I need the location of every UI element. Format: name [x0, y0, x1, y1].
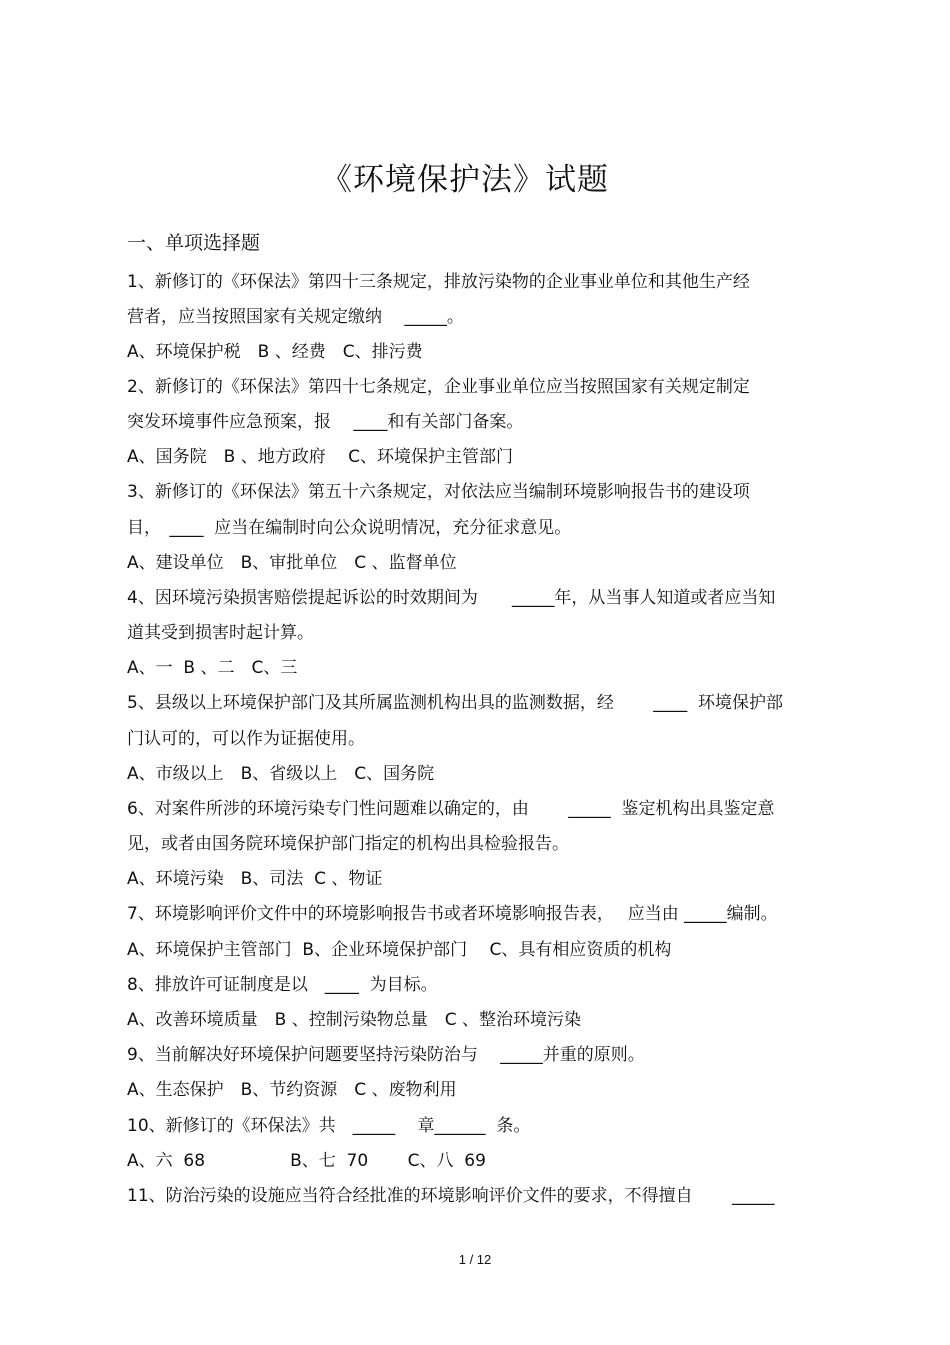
- question-5-options: A、市级以上 B、省级以上 C、国务院: [127, 764, 435, 784]
- question-5-line-2: 门认可的，可以作为证据使用。: [127, 729, 365, 749]
- question-7-line-1: 7、环境影响评价文件中的环境影响报告书或者环境影响报告表， 应当由 _____编制。: [127, 904, 778, 924]
- question-6-options: A、环境污染 B、司法 C 、物证: [127, 869, 383, 889]
- question-8-line-1: 8、排放许可证制度是以 ____ 为目标。: [127, 975, 438, 995]
- question-3-line-1: 3、新修订的《环保法》第五十六条规定，对依法应当编制环境影响报告书的建设项: [127, 482, 750, 502]
- question-2-options: A、国务院 B 、地方政府 C、环境保护主管部门: [127, 447, 513, 467]
- question-4-line-1: 4、因环境污染损害赔偿提起诉讼的时效期间为 _____年，从当事人知道或者应当知: [127, 588, 776, 608]
- question-1-options: A、环境保护税 B 、经费 C、排污费: [127, 342, 423, 362]
- question-7-options: A、环境保护主管部门 B、企业环境保护部门 C、具有相应资质的机构: [127, 940, 672, 960]
- question-4-options: A、一 B 、二 C、三: [127, 658, 298, 678]
- question-6-line-1: 6、对案件所涉的环境污染专门性问题难以确定的，由 _____ 鉴定机构出具鉴定意: [127, 799, 775, 819]
- question-2-line-2: 突发环境事件应急预案，报 ____和有关部门备案。: [127, 412, 524, 432]
- question-10-line-1: 10、新修订的《环保法》共 _____ 章______ 条。: [127, 1116, 531, 1136]
- question-11-line-1: 11、防治污染的设施应当符合经批准的环境影响评价文件的要求，不得擅自 _____: [127, 1186, 775, 1206]
- section-heading: 一、单项选择题: [127, 232, 261, 254]
- document-title: 《环境保护法》试题: [321, 162, 609, 198]
- question-5-line-1: 5、县级以上环境保护部门及其所属监测机构出具的监测数据，经 ____ 环境保护部: [127, 693, 784, 713]
- question-9-line-1: 9、当前解决好环境保护问题要坚持污染防治与 _____并重的原则。: [127, 1045, 645, 1065]
- question-3-line-2: 目， ____ 应当在编制时向公众说明情况，充分征求意见。: [127, 518, 572, 538]
- question-1-line-2: 营者，应当按照国家有关规定缴纳 _____。: [127, 307, 464, 327]
- question-3-options: A、建设单位 B、审批单位 C 、监督单位: [127, 553, 457, 573]
- question-10-options: A、六 68 B、七 70 C、八 69: [127, 1151, 486, 1171]
- question-8-options: A、改善环境质量 B 、控制污染物总量 C 、整治环境污染: [127, 1010, 581, 1030]
- question-6-line-2: 见，或者由国务院环境保护部门指定的机构出具检验报告。: [127, 834, 569, 854]
- question-4-line-2: 道其受到损害时起计算。: [127, 623, 314, 643]
- question-1-line-1: 1、新修订的《环保法》第四十三条规定，排放污染物的企业事业单位和其他生产经: [127, 272, 750, 292]
- question-2-line-1: 2、新修订的《环保法》第四十七条规定，企业事业单位应当按照国家有关规定制定: [127, 377, 750, 397]
- question-9-options: A、生态保护 B、节约资源 C 、废物利用: [127, 1080, 457, 1100]
- page-number: 1 / 12: [458, 1252, 492, 1267]
